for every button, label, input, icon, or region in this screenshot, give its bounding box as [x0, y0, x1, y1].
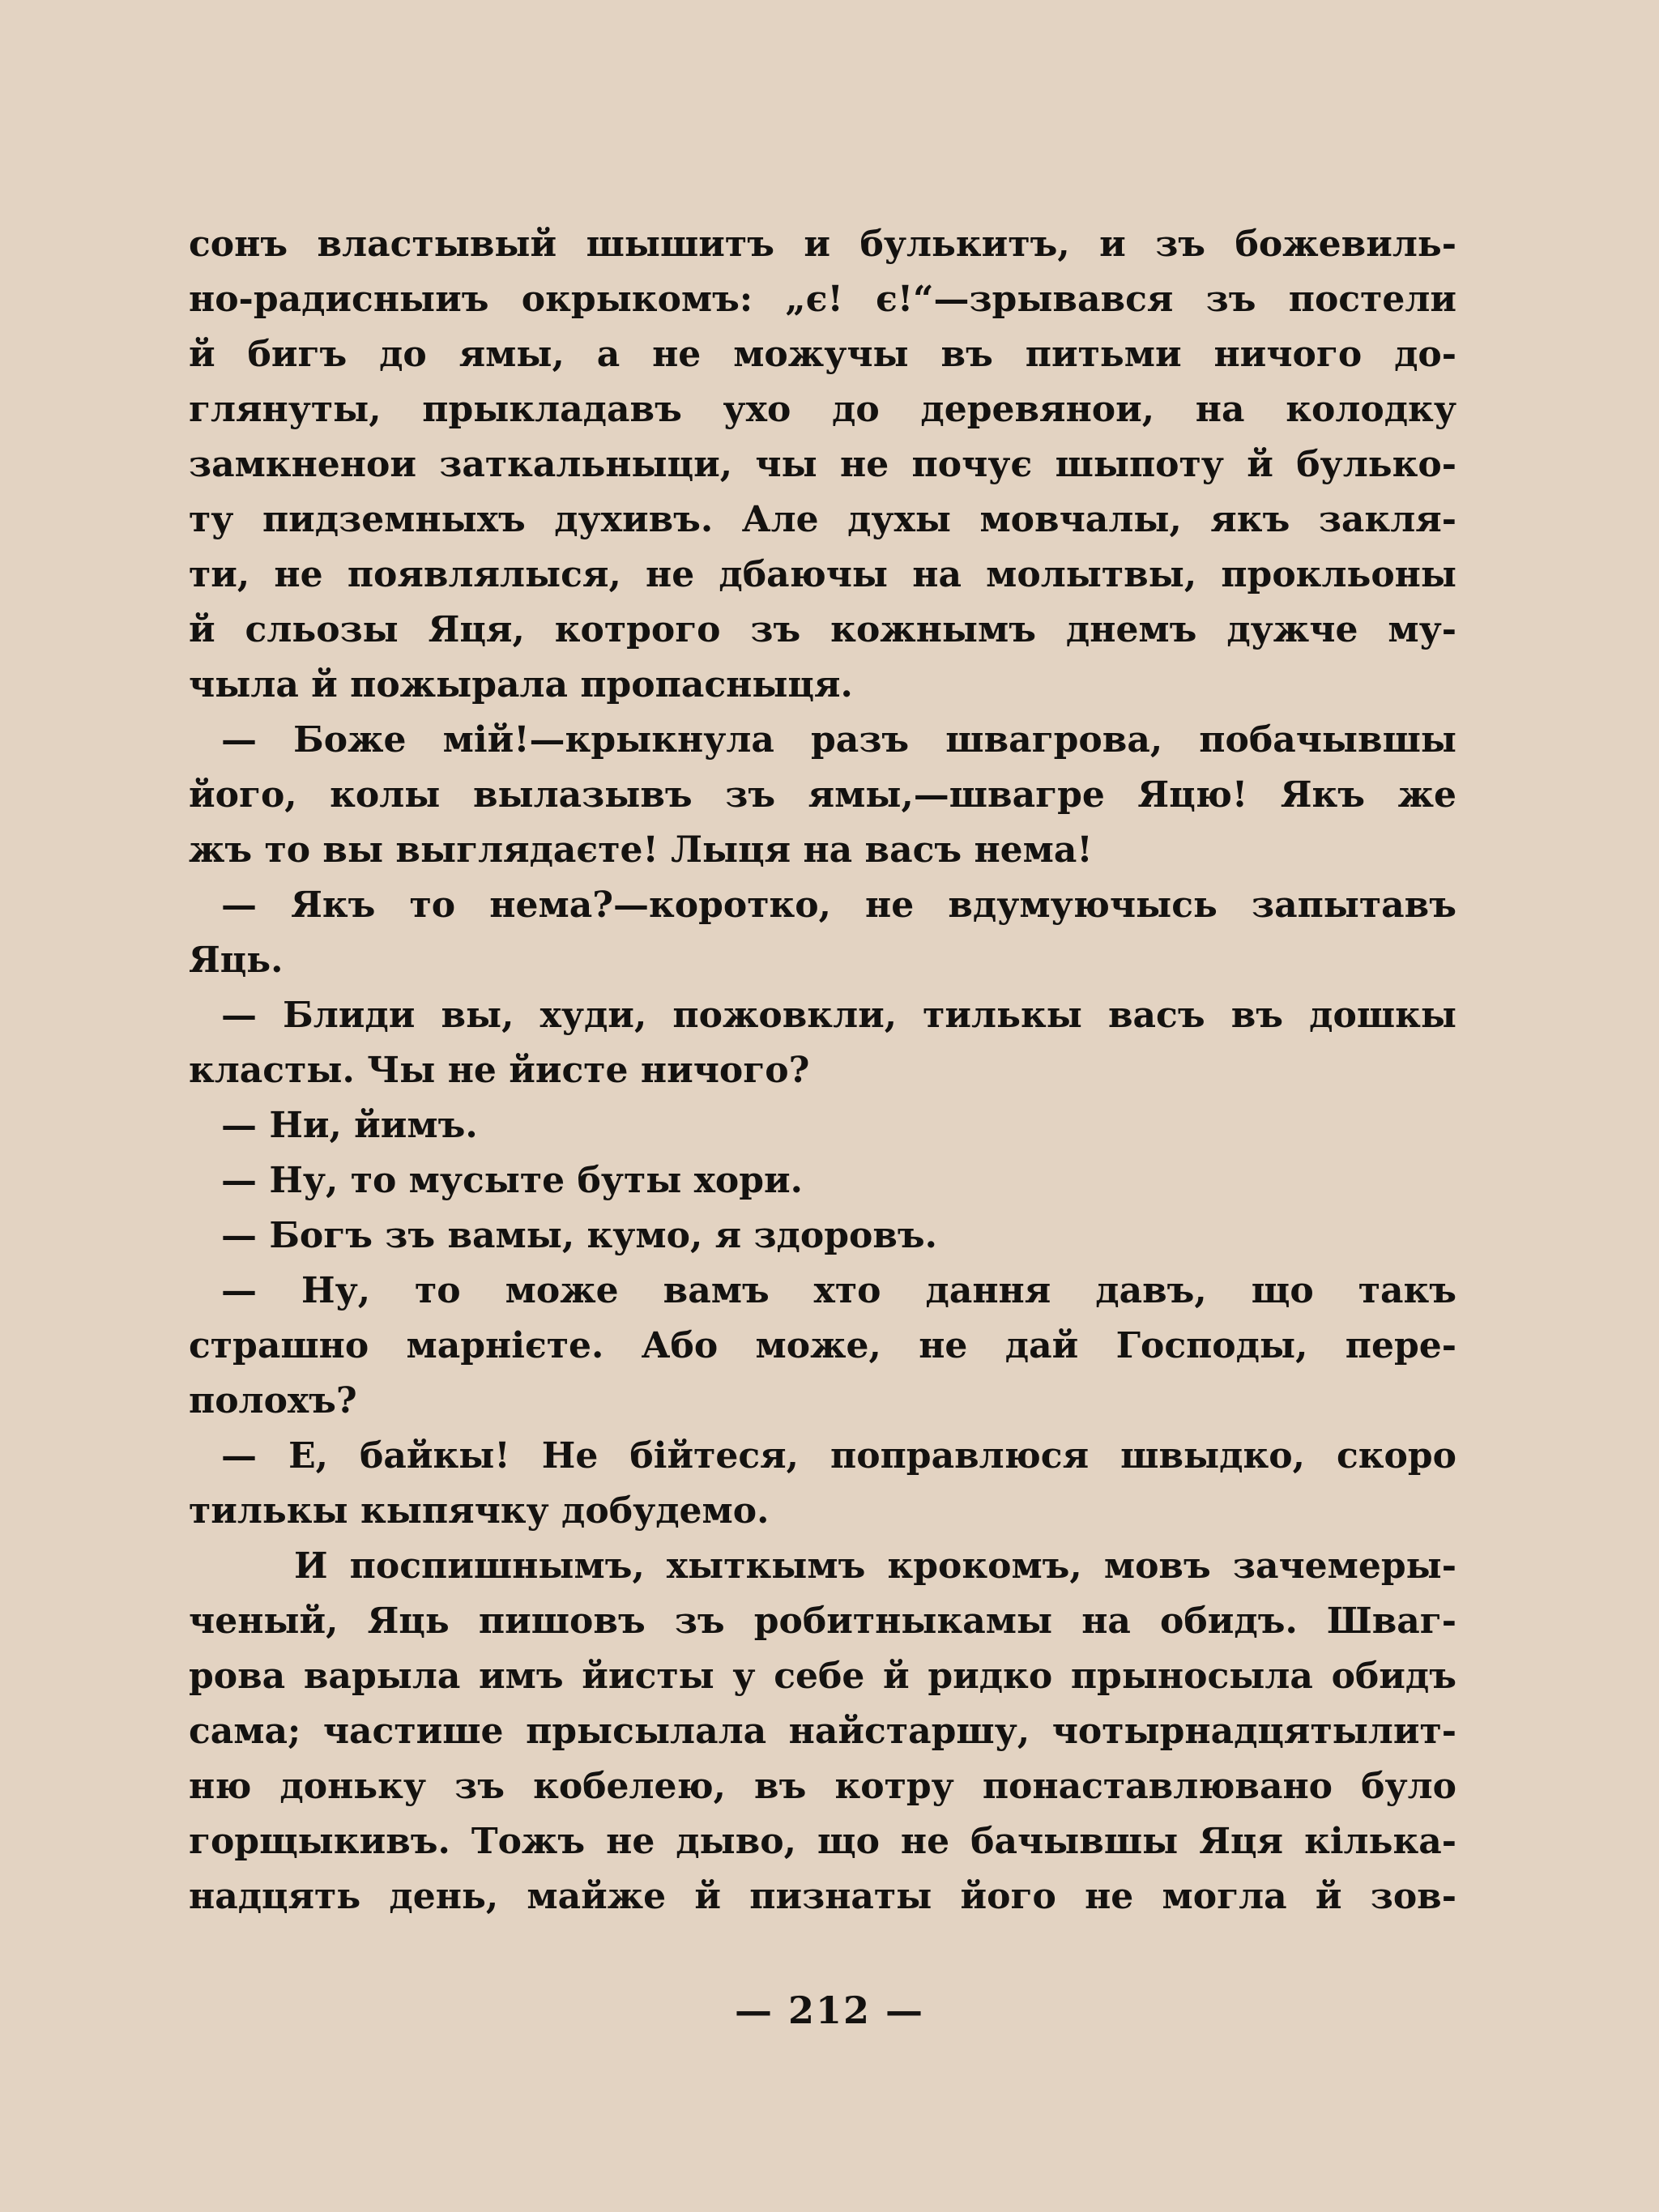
text-line: Яць.	[189, 940, 284, 981]
text-line: ню доньку зъ кобелею, въ котру понаставлювано було	[189, 1766, 1456, 1807]
dialogue-line: — Е, байкы! Не бійтеся, поправлюся швыдко, скоро	[221, 1435, 1456, 1477]
text-line: ту пидземныхъ духивъ. Але духы мовчалы, якъ закля-	[189, 499, 1456, 540]
text-line: його, колы вылазывъ зъ ямы,—швагре Яцю! Якъ же	[189, 774, 1456, 816]
text-line: полохъ?	[189, 1380, 357, 1421]
text-line: ченый, Яць пишовъ зъ робитныкамы на обидъ. Шваг-	[189, 1600, 1456, 1642]
text-line: сонъ властывый шышитъ и булькитъ, и зъ божевиль-	[189, 224, 1456, 265]
dialogue-line: — Богъ зъ вамы, кумо, я здоровъ.	[221, 1215, 937, 1256]
text-line: надцять день, майже й пизнаты його не могла й зов-	[189, 1876, 1456, 1917]
text-line: страшно марнієте. Або може, не дай Господы, пере-	[189, 1325, 1456, 1366]
text-line: но-радисныиъ окрыкомъ: „є! є!“—зрывався зъ постели	[189, 279, 1456, 320]
text-line: класты. Чы не йисте ничого?	[189, 1050, 810, 1091]
dialogue-line: — Ну, то може вамъ хто дання давъ, що такъ	[221, 1270, 1456, 1311]
paragraph-first-line: И поспишнымъ, хыткымъ крокомъ, мовъ зачемеры-	[294, 1545, 1456, 1587]
page-number: — 212 —	[734, 1988, 925, 2032]
dialogue-line: — Блиди вы, худи, пожовкли, тилькы васъ въ дошкы	[221, 995, 1456, 1036]
dialogue-line: — Ни, йимъ.	[221, 1105, 478, 1146]
text-line: замкненои заткальныци, чы не почує шыпоту й булько-	[189, 444, 1456, 485]
text-line: горщыкивъ. Тожъ не дыво, що не бачывшы Яця кілька-	[189, 1821, 1456, 1862]
dialogue-line: — Ну, то мусыте буты хори.	[221, 1160, 803, 1201]
text-line: жъ то вы выглядаєте! Лыця на васъ нема!	[189, 829, 1093, 871]
text-line: й бигъ до ямы, а не можучы въ питьми ничого до-	[189, 334, 1456, 375]
page-body	[189, 217, 1456, 1924]
text-line: й сльозы Яця, котрого зъ кожнымъ днемъ дужче му-	[189, 609, 1456, 650]
text-line: ти, не появлялыся, не дбаючы на молытвы, прокльоны	[189, 554, 1456, 595]
text-line: чыла й пожырала пропасныця.	[189, 664, 853, 705]
text-line: сама; частише прысылала найстаршу, чотырнадцятылит-	[189, 1711, 1456, 1752]
text-line: тилькы кыпячку добудемо.	[189, 1490, 770, 1532]
dialogue-line: — Якъ то нема?—коротко, не вдумуючысь запытавъ	[221, 884, 1456, 926]
text-line: рова варыла имъ йисты у себе й ридко прыносыла обидъ	[189, 1656, 1456, 1697]
text-line: глянуты, прыкладавъ ухо до деревянои, на колодку	[189, 389, 1456, 430]
dialogue-line: — Боже мій!—крыкнула разъ швагрова, побачывшы	[221, 719, 1456, 761]
